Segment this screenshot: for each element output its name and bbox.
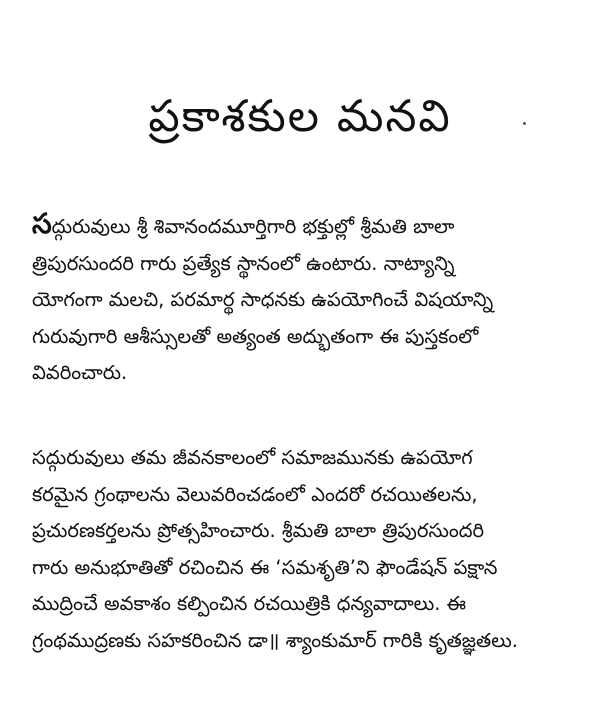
stray-mark <box>523 122 526 125</box>
paragraph-line: త్రిపురసుందరి గారు ప్రత్యేక స్థానంలో ఉంటారు. నాట్యాన్ని <box>32 251 455 275</box>
paragraph-line <box>32 206 580 246</box>
page-title: ప్రకాశకుల మనవి <box>148 91 452 143</box>
drop-cap: స <box>32 207 52 240</box>
paragraph-line: కరమైన గ్రంథాలను వెలువరించడంలో ఎందరో రచయితలను, <box>32 482 478 506</box>
paragraph-2 <box>32 440 580 659</box>
paragraph-line: సద్గురువులు తమ జీవనకాలంలో సమాజమునకు ఉపయోగ <box>32 446 473 469</box>
paragraph-line: వివరించారు. <box>32 361 128 384</box>
paragraph-line: గురువుగారి ఆశీస్సులతో అత్యంత అద్భుతంగా ఈ పుస్తకంలో <box>32 324 479 348</box>
paragraph-line: గారు అనుభూతితో రచించిన ఈ ‘సమశృతి’ని ఫౌండేషన్ పక్షాన <box>32 555 498 579</box>
paragraph-line: ప్రచురణకర్తలను ప్రోత్సహించారు. శ్రీమతి బాలా త్రిపురసుందరి <box>32 519 485 542</box>
line-text: ద్గురువులు శ్రీ శివానందమూర్తిగారి భక్తుల్లో శ్రీమతి బాలా <box>51 215 455 238</box>
paragraph-line: గ్రంథముద్రణకు సహకరించిన డా॥ శ్యాంకుమార్ గారికి కృతజ్ఞతలు. <box>32 628 519 652</box>
paragraph-line: యోగంగా మలచి, పరమార్థ సాధనకు ఉపయోగించే విషయాన్ని <box>32 288 494 311</box>
paragraph-line: ముద్రించే అవకాశం కల్పించిన రచయిత్రికి ధన్యవాదాలు. ఈ <box>32 592 466 615</box>
paragraph-1 <box>32 206 580 392</box>
